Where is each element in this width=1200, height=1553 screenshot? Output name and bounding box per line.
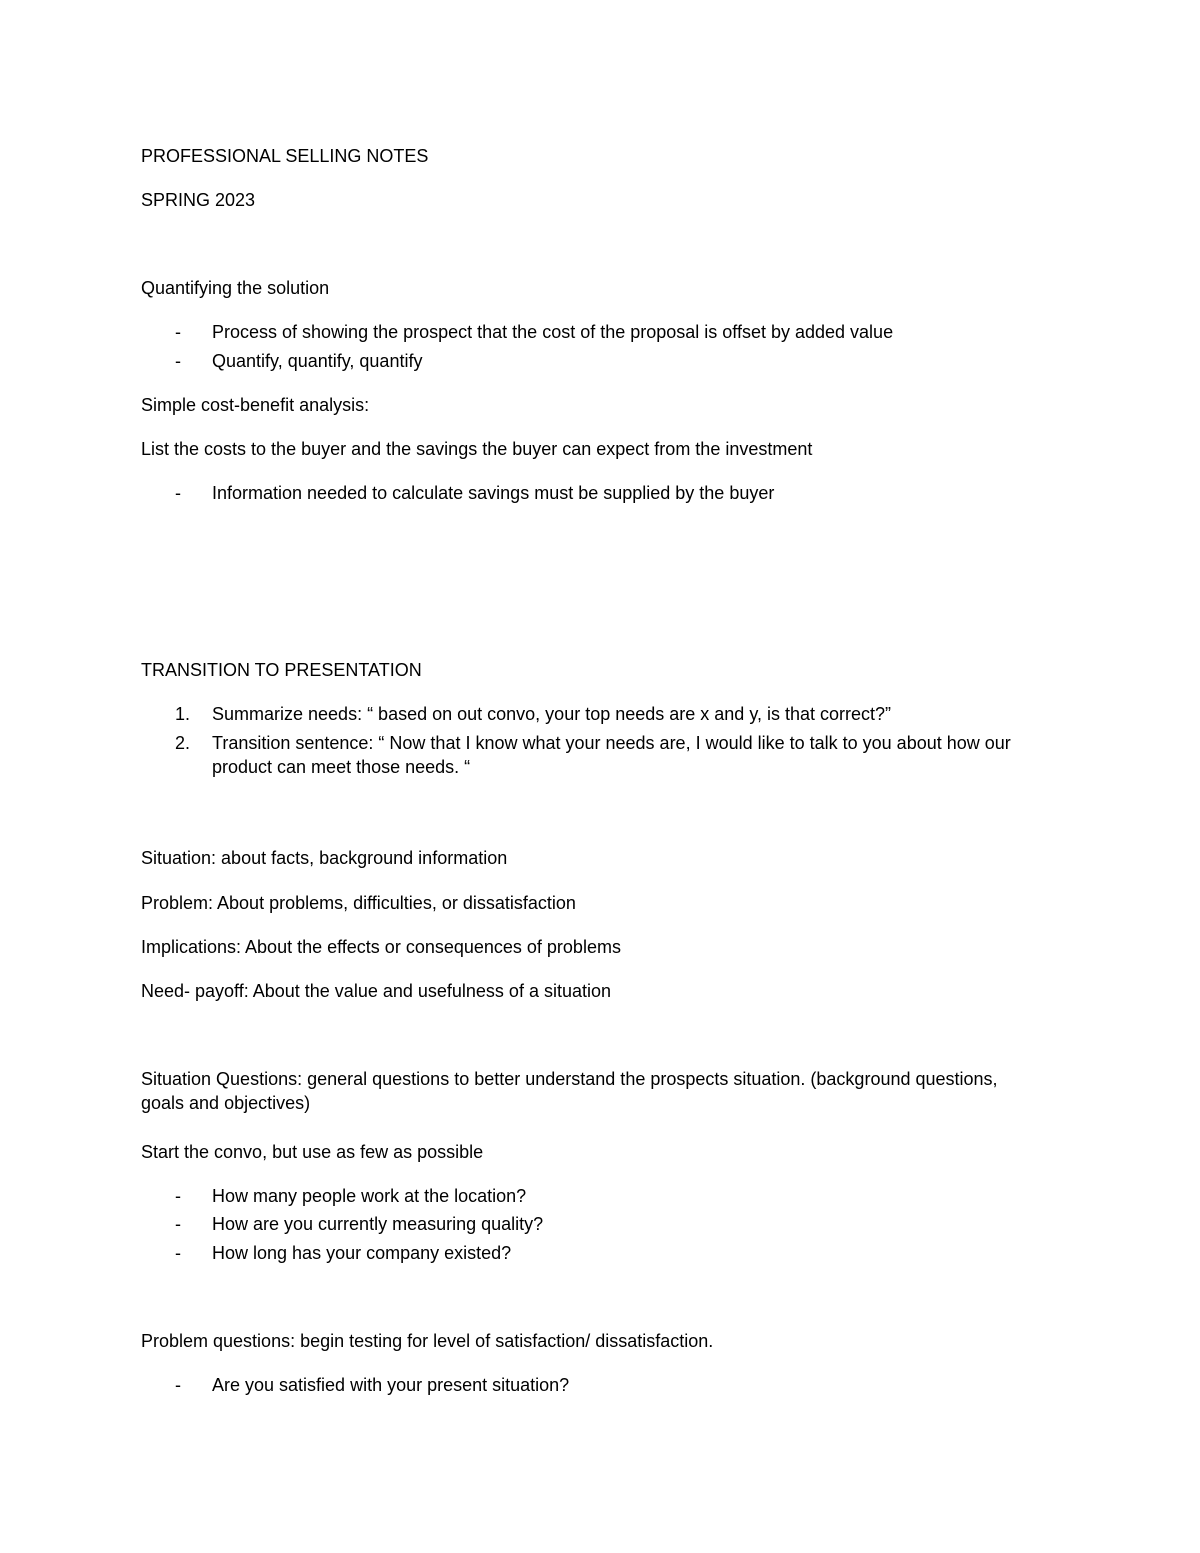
spin-situation: Situation: about facts, background information <box>141 848 508 868</box>
spin-implications: Implications: About the effects or consequences of problems <box>141 937 621 957</box>
problem-questions-heading: Problem questions: begin testing for level of satisfaction/ dissatisfaction. <box>141 1331 714 1351</box>
cost-benefit-description: List the costs to the buyer and the savings the buyer can expect from the investment <box>141 439 813 459</box>
list-item-text: Information needed to calculate savings must be supplied by the buyer <box>212 483 775 503</box>
bullet-marker: - <box>175 1214 181 1234</box>
list-item-text: Quantify, quantify, quantify <box>212 351 423 371</box>
step-text: Summarize needs: “ based on out convo, your top needs are x and y, is that correct?” <box>212 704 892 724</box>
step-number: 1. <box>175 704 191 724</box>
transition-heading: TRANSITION TO PRESENTATION <box>141 660 422 680</box>
quantifying-heading: Quantifying the solution <box>141 278 330 298</box>
step-number: 2. <box>175 733 191 753</box>
list-item-text: Process of showing the prospect that the cost of the proposal is offset by added value <box>212 322 894 342</box>
spin-problem: Problem: About problems, difficulties, or dissatisfaction <box>141 893 576 913</box>
bullet-marker: - <box>175 351 181 371</box>
list-item-text: How many people work at the location? <box>212 1186 527 1206</box>
list-item-text: How long has your company existed? <box>212 1243 512 1263</box>
bullet-marker: - <box>175 483 181 503</box>
bullet-marker: - <box>175 1186 181 1206</box>
step-text: Transition sentence: “ Now that I know what your needs are, I would like to talk to you about how our product can meet those needs. “ <box>212 733 1011 777</box>
cost-benefit-heading: Simple cost-benefit analysis: <box>141 395 370 415</box>
spin-need-payoff: Need- payoff: About the value and usefulness of a situation <box>141 981 611 1001</box>
list-item-text: How are you currently measuring quality? <box>212 1214 544 1234</box>
situation-questions-heading: Situation Questions: general questions to better understand the prospects situation. (background questions, goals and objectives) <box>141 1069 998 1113</box>
bullet-marker: - <box>175 1375 181 1395</box>
document-title: PROFESSIONAL SELLING NOTES <box>141 146 429 166</box>
list-item-text: Are you satisfied with your present situation? <box>212 1375 570 1395</box>
document-term: SPRING 2023 <box>141 190 256 210</box>
bullet-marker: - <box>175 322 181 342</box>
bullet-marker: - <box>175 1243 181 1263</box>
situation-questions-note: Start the convo, but use as few as possible <box>141 1142 484 1162</box>
